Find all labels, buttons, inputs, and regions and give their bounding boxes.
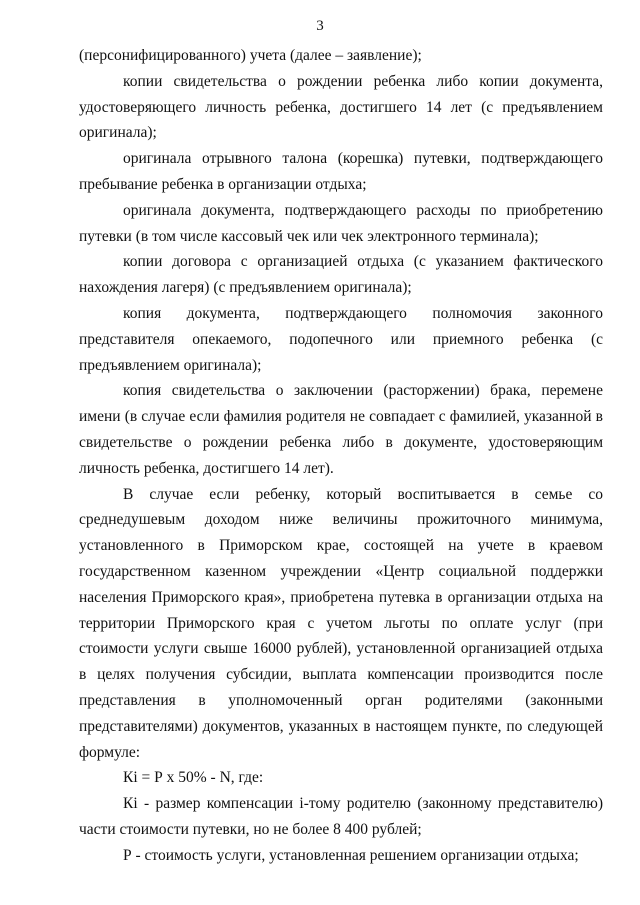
paragraph-continuation: (персонифицированного) учета (далее – заявление); xyxy=(79,47,422,64)
paragraph-contract-copy: копии договора с организацией отдыха (с указанием фактического нахождения лагеря) (с предъявлением оригинала); xyxy=(79,253,603,297)
paragraph-marriage-certificate: копия свидетельства о заключении (расторжении) брака, перемене имени (в случае если фамилия родителя не совпадает с фамилией, указанной в свидетельстве о рождении ребенка либо в документе, удостоверяющим личность ребенка, достигшего 14 лет). xyxy=(79,382,603,477)
document-body xyxy=(79,43,603,869)
paragraph-low-income-case: В случае если ребенку, который воспитывается в семье со среднедушевым доходом ниже величины прожиточного минимума, установленного в Приморском крае, состоящей на учете в краевом государственном казенном учреждении «Центр социальной поддержки населения Приморского края», приобретена путевка в организации отдыха на территории Приморского края с учетом льготы по оплате услуг (при стоимости услуги свыше 16000 рублей), установленной организацией отдыха в целях получения субсидии, выплата компенсации производится после представления в уполномоченный орган родителями (законными представителями) документов, указанных в настоящем пункте, по следующей формуле: xyxy=(79,485,603,761)
paragraph-representative-document: копия документа, подтверждающего полномочия законного представителя опекаемого, подопечного или приемного ребенка (с предъявлением оригинала); xyxy=(79,304,603,374)
paragraph-birth-certificate-copy: копии свидетельства о рождении ребенка либо копии документа, удостоверяющего личность ребенка, достигшего 14 лет (с предъявлением оригинала); xyxy=(79,72,603,142)
formula-definition-ki: Кi - размер компенсации i-тому родителю (законному представителю) части стоимости путевки, но не более 8 400 рублей; xyxy=(79,795,603,838)
page-number: 3 xyxy=(316,18,324,34)
formula-definition-p: Р - стоимость услуги, установленная решением организации отдыха; xyxy=(123,846,579,864)
paragraph-expense-document: оригинала документа, подтверждающего расходы по приобретению путевки (в том числе кассовый чек или чек электронного терминала); xyxy=(79,201,603,245)
formula: Кi = Р х 50% - N, где: xyxy=(123,769,264,787)
paragraph-voucher-stub: оригинала отрывного талона (корешка) путевки, подтверждающего пребывание ребенка в организации отдыха; xyxy=(79,150,603,193)
